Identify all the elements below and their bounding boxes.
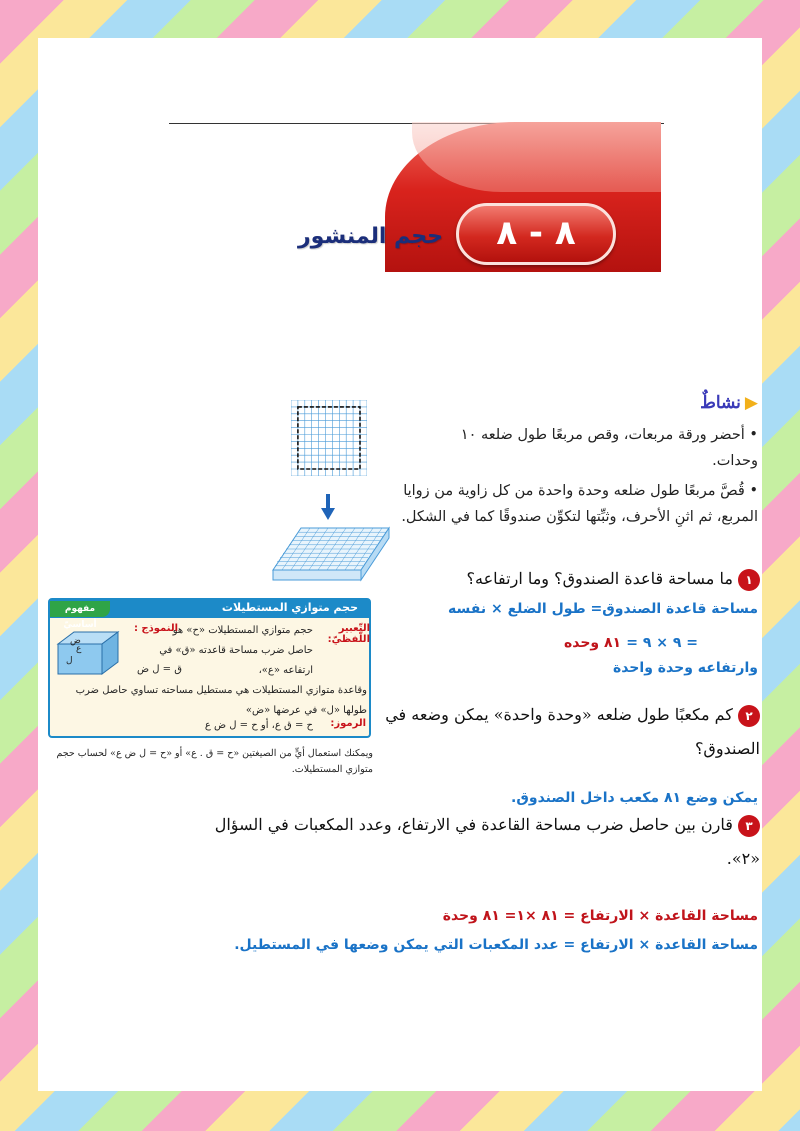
model-formula: ق = ل ض — [136, 664, 182, 675]
question-3 — [178, 808, 760, 876]
question-2 — [338, 698, 760, 766]
key-concept-title: حجم متوازي المستطيلات — [221, 601, 358, 614]
answer-3-line-2: مساحة القاعدة × الارتفاع = عدد المكعبات التي يمكن وضعها في المستطيل. — [234, 937, 758, 953]
lesson-title: حجم المنشور — [298, 224, 443, 249]
answer-calc: = ٩ × ٩ = — [626, 635, 698, 651]
length-label: ل — [66, 656, 73, 666]
answer-2: يمكن وضع ٨١ مكعب داخل الصندوق. — [511, 790, 758, 806]
question-text: كم مكعبًا طول ضلعه «وحدة واحدة» يمكن وضعه في الصندوق؟ — [385, 705, 760, 758]
question-text: ما مساحة قاعدة الصندوق؟ وما ارتفاعه؟ — [466, 569, 733, 588]
base-area-text: وقاعدة متوازي المستطيلات هي مستطيل مساحته تساوي حاصل ضرب طولها «ل» في عرضها «ض» — [75, 685, 367, 716]
answer-result: ٨١ وحده — [563, 635, 622, 651]
activity-bullet: • أحضر ورقة مربعات، وقص مربعًا طول ضلعه ١٠ وحدات. — [460, 427, 758, 469]
key-concept-tag: مفهوم أساسيّ — [50, 601, 110, 617]
model-label: النموذج : — [133, 623, 178, 634]
answer-1-line-2 — [358, 632, 698, 651]
question-text: قارن بين حاصل ضرب مساحة القاعدة في الارتفاع، وعدد المكعبات في السؤال «٢». — [214, 815, 760, 868]
answer-1-line-1: مساحة قاعدة الصندوق= طول الضلع × نفسه — [448, 601, 758, 617]
answer-1-line-3: وارتفاعه وحدة واحدة — [612, 660, 758, 676]
question-number-badge: ٣ — [738, 815, 760, 837]
question-1 — [388, 562, 760, 596]
volume-formula: ح = ق ع، أو ح = ل ض ع — [204, 720, 313, 731]
lesson-number-badge: ٨ - ٨ — [456, 203, 616, 265]
answer-3-line-1: مساحة القاعدة × الارتفاع = ٨١ ×١= ٨١ وحدة — [442, 908, 758, 924]
verbal-expression-text: حجم متوازي المستطيلات «ح» هو حاصل ضرب مساحة قاعدته «ق» في ارتفاعه «ع»، — [159, 625, 313, 676]
open-box-figure — [271, 524, 391, 586]
height-label: ع — [76, 644, 82, 654]
width-label: ض — [70, 636, 81, 646]
activity-heading — [598, 393, 758, 413]
symbols-label: الرموز: — [330, 718, 366, 729]
question-number-badge: ٢ — [738, 705, 760, 727]
activity-heading-label: نشاطٌ — [700, 393, 741, 413]
question-number-badge: ١ — [738, 569, 760, 591]
concept-note: ويمكنك استعمال أيٍّ من الصيغتين «ح = ق . ع» أو «ح = ل ض ع» لحساب حجم متوازي المستطيلات. — [56, 748, 373, 775]
activity-arrow-icon: ▶ — [744, 393, 758, 413]
grid-paper-figure — [291, 400, 367, 476]
arrow-down-icon — [319, 494, 337, 522]
verbal-expression-label: التّعبير اللّفظيّ: — [327, 623, 370, 645]
activity-bullet: • قُصَّ مربعًا طول ضلعه وحدة واحدة من كل زاوية من زوايا المربع، ثم اثنِ الأحرف، وثبِّتها لتكوِّن صندوقًا كما في الشكل. — [401, 483, 758, 525]
page-sheet — [38, 38, 762, 1091]
